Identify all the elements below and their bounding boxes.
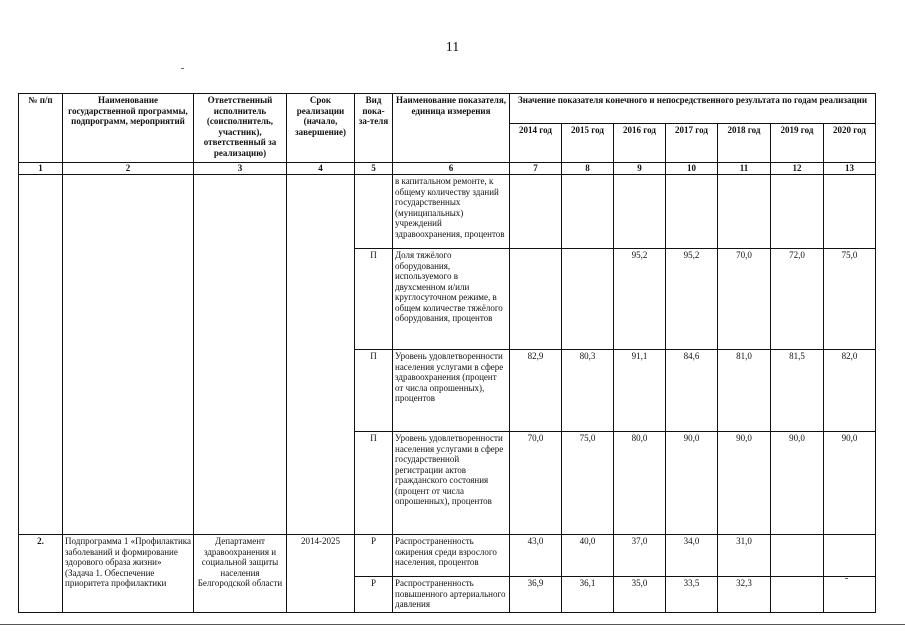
column-number: 10 bbox=[666, 163, 718, 175]
row-type bbox=[355, 175, 393, 249]
header-values: Значение показателя конечного и непосредственного результата по годам реализации bbox=[510, 94, 876, 124]
row-value bbox=[510, 249, 562, 350]
row-value: 31,0 bbox=[718, 535, 771, 577]
column-number: 5 bbox=[355, 163, 393, 175]
column-number: 4 bbox=[287, 163, 355, 175]
row-type: Р bbox=[355, 577, 393, 613]
row-value: 33,5 bbox=[666, 577, 718, 613]
header-year: 2018 год bbox=[718, 124, 771, 163]
row-value bbox=[562, 175, 614, 249]
row-value: 70,0 bbox=[718, 249, 771, 350]
row-executor: Департамент здравоохранения и социальной защиты населения Белгородской области bbox=[194, 535, 287, 613]
row-value bbox=[824, 175, 876, 249]
row-value: 72,0 bbox=[771, 249, 824, 350]
row-value bbox=[718, 175, 771, 249]
row-num bbox=[19, 175, 63, 535]
column-numbers-row bbox=[19, 163, 876, 175]
row-value bbox=[562, 249, 614, 350]
row-value: 95,2 bbox=[614, 249, 666, 350]
header-executor: Ответственный исполнитель (соисполнитель, участник), ответственный за реализацию) bbox=[194, 94, 287, 163]
row-value: 37,0 bbox=[614, 535, 666, 577]
row-value: 80,0 bbox=[614, 432, 666, 535]
scan-edge-line bbox=[0, 624, 905, 625]
header-year: 2019 год bbox=[771, 124, 824, 163]
table-row bbox=[19, 175, 876, 249]
row-value: 36,9 bbox=[510, 577, 562, 613]
column-number: 12 bbox=[771, 163, 824, 175]
row-value: 81,0 bbox=[718, 350, 771, 432]
header-year: 2020 год bbox=[824, 124, 876, 163]
table-row bbox=[19, 535, 876, 577]
header-year: 2014 год bbox=[510, 124, 562, 163]
row-period: 2014-2025 bbox=[287, 535, 355, 613]
row-value bbox=[771, 535, 824, 577]
row-indicator: Распространенность повышенного артериального давления bbox=[393, 577, 510, 613]
row-value: 40,0 bbox=[562, 535, 614, 577]
row-value: 82,0 bbox=[824, 350, 876, 432]
row-period bbox=[287, 175, 355, 535]
row-value: 80,3 bbox=[562, 350, 614, 432]
header-program: Наименование государственной программы, подпрограмм, мероприятий bbox=[63, 94, 194, 163]
row-type: Р bbox=[355, 535, 393, 577]
column-number: 13 bbox=[824, 163, 876, 175]
row-value bbox=[824, 535, 876, 577]
column-number: 9 bbox=[614, 163, 666, 175]
column-number: 8 bbox=[562, 163, 614, 175]
row-value: 90,0 bbox=[824, 432, 876, 535]
row-type: П bbox=[355, 350, 393, 432]
row-indicator: в капитальном ремонте, к общему количеству зданий государственных (муниципальных) учреждений здравоохранения, процентов bbox=[393, 175, 510, 249]
row-program bbox=[63, 175, 194, 535]
header-year: 2015 год bbox=[562, 124, 614, 163]
header-type: Вид пока-за-теля bbox=[355, 94, 393, 163]
column-number: 11 bbox=[718, 163, 771, 175]
header-indicator: Наименование показателя, единица измерения bbox=[393, 94, 510, 163]
column-number: 3 bbox=[194, 163, 287, 175]
row-indicator: Доля тяжёлого оборудования, используемого в двухсменном и/или круглосуточном режиме, в общем количестве тяжёлого оборудования, процентов bbox=[393, 249, 510, 350]
page-number: 11 bbox=[445, 40, 460, 55]
row-value: 90,0 bbox=[718, 432, 771, 535]
row-indicator: Уровень удовлетворенности населения услугами в сфере здравоохранения (процент от числа опрошенных), процентов bbox=[393, 350, 510, 432]
row-value: 75,0 bbox=[824, 249, 876, 350]
row-num: 2. bbox=[19, 535, 63, 613]
row-value: 35,0 bbox=[614, 577, 666, 613]
row-value: 36,1 bbox=[562, 577, 614, 613]
row-value: 91,1 bbox=[614, 350, 666, 432]
row-value: 81,5 bbox=[771, 350, 824, 432]
row-value: 82,9 bbox=[510, 350, 562, 432]
row-value bbox=[614, 175, 666, 249]
row-value: 43,0 bbox=[510, 535, 562, 577]
row-value bbox=[666, 175, 718, 249]
row-executor bbox=[194, 175, 287, 535]
row-value: 32,3 bbox=[718, 577, 771, 613]
row-value bbox=[824, 577, 876, 613]
row-value: 84,6 bbox=[666, 350, 718, 432]
scan-speck bbox=[181, 68, 184, 69]
column-number: 1 bbox=[19, 163, 63, 175]
column-number: 7 bbox=[510, 163, 562, 175]
row-program: Подпрограмма 1 «Профилактика заболеваний и формирование здорового образа жизни» (Задача 1. Обеспечение приоритета профилактики bbox=[63, 535, 194, 613]
row-value: 34,0 bbox=[666, 535, 718, 577]
row-value: 90,0 bbox=[666, 432, 718, 535]
scan-speck bbox=[845, 578, 848, 579]
row-type: П bbox=[355, 249, 393, 350]
row-indicator: Распространенность ожирения среди взрослого населения, процентов bbox=[393, 535, 510, 577]
row-value: 75,0 bbox=[562, 432, 614, 535]
column-number: 2 bbox=[63, 163, 194, 175]
row-value: 70,0 bbox=[510, 432, 562, 535]
row-type: П bbox=[355, 432, 393, 535]
row-value: 95,2 bbox=[666, 249, 718, 350]
row-value bbox=[771, 175, 824, 249]
header-num: № п/п bbox=[19, 94, 63, 163]
header-period: Срок реализации (начало, завершение) bbox=[287, 94, 355, 163]
row-value bbox=[771, 577, 824, 613]
header-year: 2017 год bbox=[666, 124, 718, 163]
header-year: 2016 год bbox=[614, 124, 666, 163]
row-indicator: Уровень удовлетворенности населения услугами в сфере государственной регистрации актов гражданского состояния (процент от числа опрошенных), процентов bbox=[393, 432, 510, 535]
column-number: 6 bbox=[393, 163, 510, 175]
indicators-table bbox=[18, 93, 876, 613]
row-value: 90,0 bbox=[771, 432, 824, 535]
row-value bbox=[510, 175, 562, 249]
